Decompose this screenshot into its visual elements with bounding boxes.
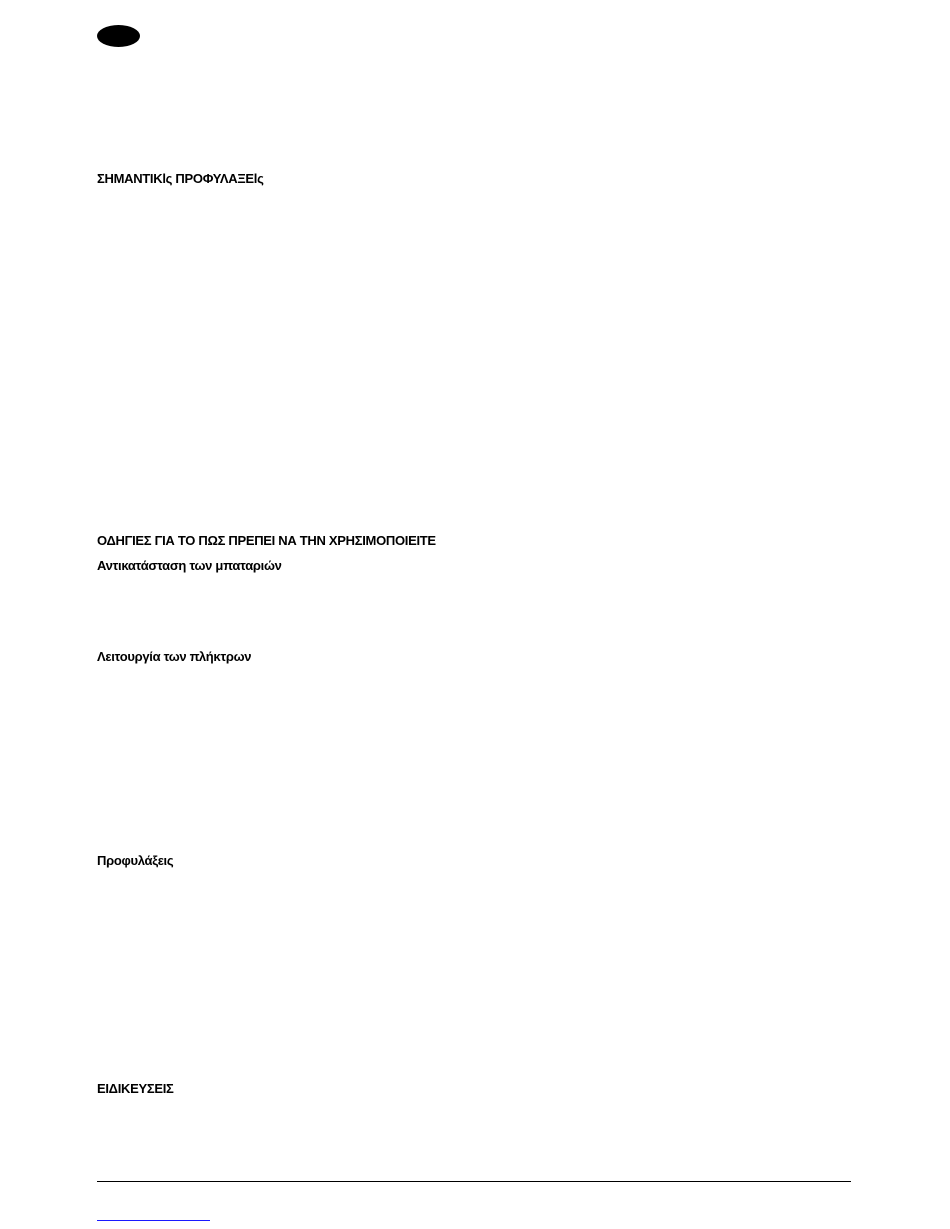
heading-precautions: Προφυλάξεις: [97, 853, 174, 868]
heading-instructions: ΟΔΗΓΙΕΣ ΓΙΑ ΤΟ ΠΩΣ ΠΡΕΠΕΙ ΝΑ ΤΗΝ ΧΡΗΣΙΜΟΠΟΙΕΙΤΕ: [97, 533, 436, 548]
heading-specifications: ΕΙΔΙΚΕΥΣΕΙΣ: [97, 1081, 174, 1096]
heading-button-functions: Λειτουργία των πλήκτρων: [97, 649, 252, 664]
footer-divider: [97, 1181, 851, 1182]
heading-battery-replacement: Αντικατάσταση των μπαταριών: [97, 558, 282, 573]
footer-link-underline[interactable]: [97, 1220, 210, 1221]
heading-important-precautions: ΣΗΜΑΝΤΙΚlς ΠΡΟΦΥΛΑΞΕlς: [97, 171, 264, 186]
language-badge: [97, 25, 140, 47]
